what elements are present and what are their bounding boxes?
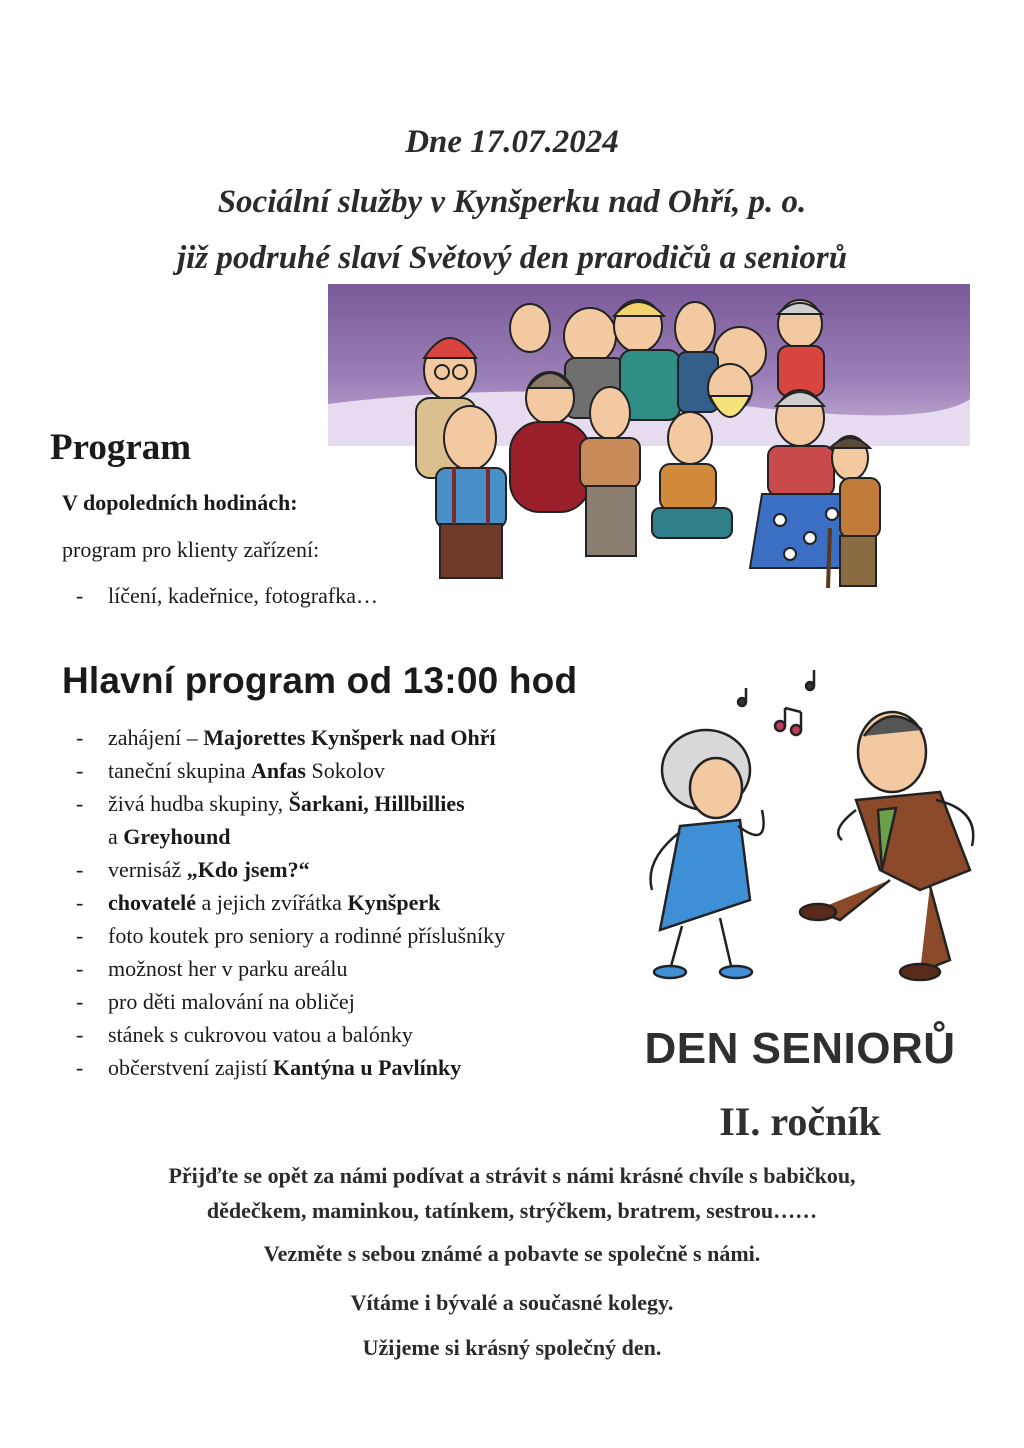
item-text: foto koutek pro seniory a rodinné příslušníky [108, 923, 506, 948]
list-dash [76, 820, 108, 853]
item-text: taneční skupina [108, 758, 251, 783]
main-program-item [76, 952, 636, 985]
morning-section-title: V dopoledních hodinách: [62, 490, 298, 515]
item-text: možnost her v parku areálu [108, 956, 348, 981]
list-dash: - [76, 758, 84, 783]
main-program-item-text [108, 985, 355, 1018]
main-program-item [76, 1051, 636, 1084]
main-program-item [76, 853, 636, 886]
main-program-item-text [108, 1051, 461, 1084]
event-edition: II. ročník [719, 1099, 881, 1144]
main-program-item [76, 886, 636, 919]
footer-line-4: Vítáme i bývalé a současné kolegy. [350, 1290, 674, 1315]
event-date: Dne 17.07.2024 [405, 124, 619, 160]
main-program-item [76, 919, 636, 952]
list-dash: - [76, 956, 84, 981]
item-text: Sokolov [305, 758, 385, 783]
list-dash: - [76, 1022, 84, 1047]
list-dash: - [76, 989, 84, 1014]
main-program-item-text [108, 952, 347, 985]
item-text: živá hudba skupiny, [108, 791, 289, 816]
main-program-item [76, 787, 636, 820]
highlighted-text: Kynšperk [347, 890, 441, 915]
list-dash: - [76, 791, 84, 816]
main-program-item [76, 721, 636, 754]
highlighted-text: Majorettes Kynšperk nad Ohří [203, 725, 496, 750]
morning-item [76, 583, 378, 609]
item-text: pro děti malování na obličej [108, 989, 355, 1014]
footer-line-3: Vezměte s sebou známé a pobavte se společně s námi. [263, 1241, 761, 1266]
main-program-item-text [108, 886, 440, 919]
main-program-item-text [108, 820, 230, 853]
list-dash: - [76, 725, 84, 750]
main-program-item [76, 820, 636, 853]
morning-item-text: líčení, kadeřnice, fotografka… [108, 583, 378, 608]
organization-name: Sociální služby v Kynšperku nad Ohří, p. o. [217, 184, 807, 220]
main-program-item-text [108, 853, 310, 886]
main-program-item-text [108, 919, 505, 952]
highlighted-text: Šarkani, Hillbillies [288, 791, 465, 816]
highlighted-text: „Kdo jsem?“ [186, 857, 310, 882]
list-dash: - [76, 1055, 84, 1080]
main-program-item [76, 985, 636, 1018]
dancing-couple-illustration [620, 660, 990, 990]
main-program-item [76, 1018, 636, 1051]
list-dash: - [76, 890, 84, 915]
seniors-crowd-illustration [370, 288, 930, 598]
morning-section-description: program pro klienty zařízení: [62, 537, 320, 562]
main-program-title: Hlavní program od 13:00 hod [62, 660, 578, 701]
list-dash: - [76, 923, 84, 948]
main-program-item-text [108, 721, 496, 754]
highlighted-text: Kantýna u Pavlínky [272, 1055, 462, 1080]
music-note-icon [738, 688, 746, 706]
footer-line-5: Užijeme si krásný společný den. [362, 1335, 662, 1360]
list-dash: - [76, 857, 84, 882]
footer-line-2: dědečkem, maminkou, tatínkem, strýčkem, bratrem, sestrou…… [206, 1198, 818, 1223]
music-note-icon [775, 708, 801, 735]
footer-line-1: Přijďte se opět za námi podívat a strávit s námi krásné chvíle s babičkou, [168, 1163, 856, 1188]
event-name: DEN SENIORŮ [644, 1024, 956, 1073]
item-text: občerstvení zajistí [108, 1055, 273, 1080]
item-text: stánek s cukrovou vatou a balónky [108, 1022, 413, 1047]
main-program-item-text [108, 787, 465, 820]
highlighted-text: Greyhound [123, 824, 231, 849]
program-title: Program [50, 427, 192, 468]
item-text: zahájení – [108, 725, 204, 750]
music-note-icon [806, 670, 814, 690]
item-text: vernisáž [108, 857, 187, 882]
highlighted-text: chovatelé [108, 890, 196, 915]
main-program-item [76, 754, 636, 787]
event-subtitle: již podruhé slaví Světový den prarodičů a seniorů [176, 240, 848, 276]
main-program-list [76, 721, 636, 1084]
main-program-item-text [108, 1018, 413, 1051]
highlighted-text: Anfas [250, 758, 306, 783]
item-text: a jejich zvířátka [195, 890, 348, 915]
main-program-item-text [108, 754, 385, 787]
item-text: a [108, 824, 124, 849]
list-dash: - [76, 583, 84, 608]
